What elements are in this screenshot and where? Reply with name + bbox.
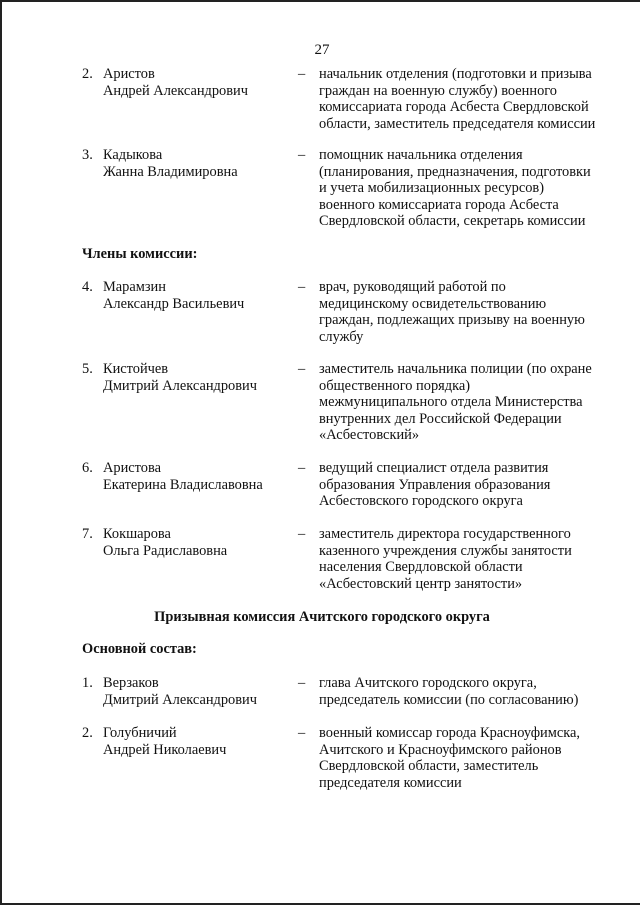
description-line: Свердловской области, секретарь комиссии (319, 213, 586, 229)
person-name (103, 66, 288, 99)
person-name (103, 526, 288, 559)
description-line: медицинскому освидетельствованию (319, 295, 547, 312)
description-line: комиссариата города Асбеста Свердловской (319, 99, 589, 115)
person-name (103, 279, 288, 312)
description-line: межмуниципального отдела Министерства (319, 394, 583, 410)
dash-separator: – (298, 147, 306, 163)
person-name (103, 361, 288, 394)
name-line: Аристова (103, 460, 161, 476)
person-name (103, 675, 288, 708)
name-line: Марамзин (103, 279, 166, 295)
page-number: 27 (314, 42, 330, 58)
name-line: Кистойчев (103, 361, 169, 377)
person-name (103, 725, 288, 758)
description-line: военного комиссариата города Асбеста (319, 196, 559, 213)
description-line: заместитель директора государственного (319, 526, 571, 542)
position-description (319, 66, 619, 132)
name-line: Екатерина Владиславовна (103, 476, 263, 493)
name-line: Жанна Владимировна (103, 163, 238, 180)
position-description (319, 361, 619, 444)
name-line: Кадыкова (103, 147, 163, 163)
dash-separator: – (298, 725, 306, 741)
description-line: глава Ачитского городского округа, (319, 675, 537, 691)
section-title: Призывная комиссия Ачитского городского округа (154, 609, 490, 625)
description-line: внутренних дел Российской Федерации (319, 410, 562, 427)
position-description (319, 460, 619, 510)
description-line: образования Управления образования (319, 476, 551, 493)
description-line: ведущий специалист отдела развития (319, 460, 549, 476)
person-name (103, 460, 288, 493)
item-number: 5. (82, 361, 93, 377)
description-line: начальник отделения (подготовки и призыва (319, 66, 592, 82)
position-description (319, 526, 619, 592)
name-line: Андрей Николаевич (103, 741, 227, 758)
description-line: врач, руководящий работой по (319, 279, 506, 295)
description-line: и учета мобилизационных ресурсов) (319, 180, 545, 196)
dash-separator: – (298, 460, 306, 476)
item-number: 3. (82, 147, 93, 163)
description-line: общественного порядка) (319, 377, 471, 394)
position-description (319, 725, 619, 791)
name-line: Дмитрий Александрович (103, 377, 257, 394)
description-line: помощник начальника отделения (319, 147, 523, 163)
members-heading: Члены комиссии: (82, 246, 198, 262)
description-line: (планирования, предназначения, подготовки (319, 163, 591, 180)
item-number: 6. (82, 460, 93, 476)
name-line: Ольга Радиславовна (103, 542, 228, 559)
item-number: 2. (82, 66, 93, 82)
position-description (319, 279, 619, 345)
name-line: Дмитрий Александрович (103, 691, 257, 708)
description-line: «Асбестовский» (319, 427, 420, 443)
description-line: председателя комиссии (319, 774, 462, 791)
description-line: казенного учреждения службы занятости (319, 542, 572, 559)
dash-separator: – (298, 66, 306, 82)
description-line: «Асбестовский центр занятости» (319, 575, 523, 592)
description-line: области, заместитель председателя комиссии (319, 115, 596, 132)
position-description (319, 675, 619, 708)
description-line: службу (319, 328, 364, 345)
description-line: населения Свердловской области (319, 559, 523, 575)
description-line: Свердловской области, заместитель (319, 758, 539, 774)
name-line: Андрей Александрович (103, 82, 248, 99)
position-description (319, 147, 619, 230)
description-line: граждан на военную службу) военного (319, 82, 557, 99)
dash-separator: – (298, 279, 306, 295)
item-number: 1. (82, 675, 93, 691)
name-line: Кокшарова (103, 526, 171, 542)
description-line: граждан, подлежащих призыву на военную (319, 312, 585, 328)
description-line: председатель комиссии (по согласованию) (319, 691, 579, 708)
name-line: Голубничий (103, 725, 177, 741)
dash-separator: – (298, 675, 306, 691)
item-number: 4. (82, 279, 93, 295)
main-heading: Основной состав: (82, 641, 197, 657)
name-line: Верзаков (103, 675, 159, 691)
item-number: 2. (82, 725, 93, 741)
person-name (103, 147, 288, 180)
name-line: Аристов (103, 66, 155, 82)
dash-separator: – (298, 526, 306, 542)
name-line: Александр Васильевич (103, 295, 245, 312)
item-number: 7. (82, 526, 93, 542)
description-line: Ачитского и Красноуфимского районов (319, 741, 562, 758)
description-line: заместитель начальника полиции (по охране (319, 361, 592, 377)
description-line: Асбестовского городского округа (319, 493, 523, 509)
description-line: военный комиссар города Красноуфимска, (319, 725, 580, 741)
dash-separator: – (298, 361, 306, 377)
